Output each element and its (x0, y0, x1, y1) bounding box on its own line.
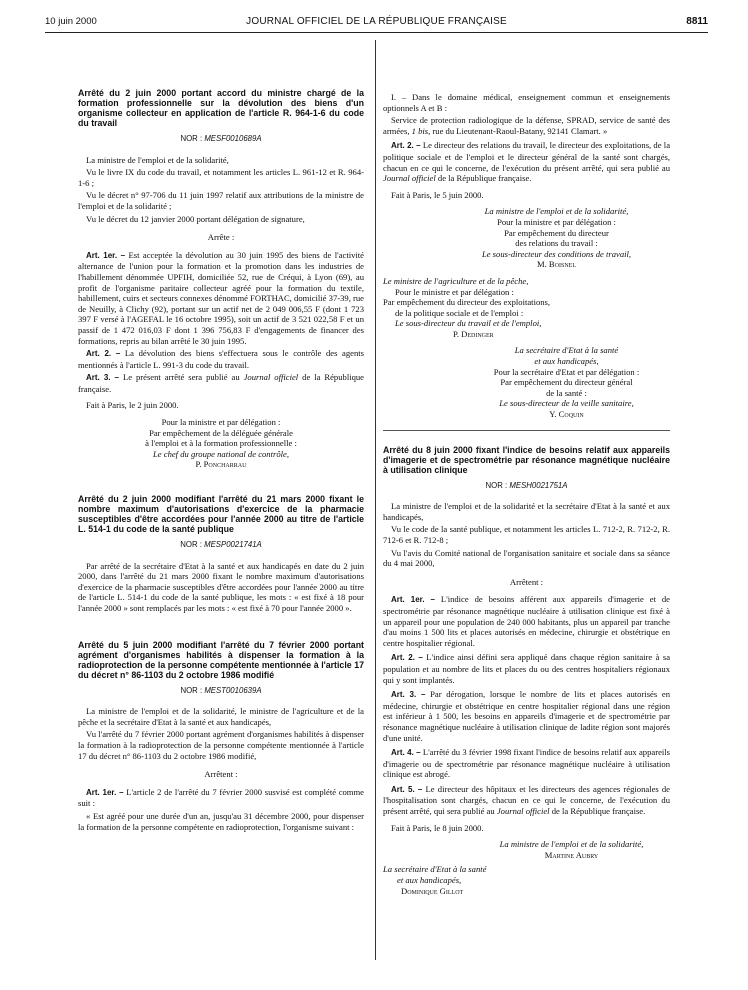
paragraph: La ministre de l'emploi et de la solidarité, le ministre de l'agriculture et de la pêche et la secrétaire d'Etat à la santé et aux handicapés, (78, 706, 364, 727)
header-journal-title: JOURNAL OFFICIEL DE LA RÉPUBLIQUE FRANÇAISE (246, 16, 507, 27)
paragraph: La ministre de l'emploi et de la solidarité, (86, 154, 229, 165)
signature-block: Pour la ministre et par délégation : Par empêchement de la déléguée générale à l'emploi et à la formation professionnelle : Le chef du groupe national de contrôle, P. Poncharrau (145, 417, 297, 470)
article-2: Art. 2. – Le directeur des relations du travail, le directeur des exploitations, de la politique sociale et de l'emploi et le directeur général de la santé sont chargés, chacun en ce qui le concerne, de l'exécution du présent arrêté, qui sera publié au Journal officiel de la République française. (383, 140, 671, 184)
signature-block-secretaire: La secrétaire d'Etat à la santé et aux handicapés, Dominique Gillot (383, 864, 487, 896)
paragraph: Vu l'arrêté du 7 février 2000 portant agrément d'organismes habilités à dispenser la formation à la radioprotection de la personne compétente mentionnée à l'article 17 du décret n° 86-1103 du 2 octobre 1986 modifié, (78, 729, 364, 761)
article-5: Art. 5. – Le directeur des hôpitaux et les directeurs des agences régionales de l'hospitalisation sont chargés, chacun en ce qui le concerne, de l'exécution du présent arrêté, qui sera publié au Journal officiel de la République française. (383, 783, 670, 817)
paragraph: Vu le décret n° 97-706 du 11 juin 1997 relatif aux attributions de la ministre de l'emploi et de la solidarité ; (78, 190, 364, 211)
decree-title: Arrêté du 2 juin 2000 modifiant l'arrêté du 21 mars 2000 fixant le nombre maximum d'autorisations d'exercice de la pharmacie susceptibles d'être accordées pour l'année 2000 au titre de l'article L. 514-1 du code de la santé publique (78, 494, 364, 535)
page-header (45, 14, 708, 30)
decree-formation-professionnelle (78, 88, 364, 470)
left-column (78, 88, 364, 834)
article-1: Art. 1er. – L'article 2 de l'arrêté du 7 février 2000 susvisé est complété comme suit : (78, 786, 364, 809)
article-1: Art. 1er. – Est acceptée la dévolution au 30 juin 1995 des biens de l'activité alternance de l'union pour la formation et la promotion dans les industries de l'habillement dénommée UPFIH, domiciliée 52, rue de Créqui, à Lyon (69), au profit de l'organisme paritaire collecteur agréé pour la formation du textile, habillement, cuirs et secteurs connexes dénommé FORTHAC, domicilié 37-39, rue de Neuilly, à Clichy (92), portant sur un actif net de 2 049 006,55 F (dont 1 723 397 F versé à l'AGEFAL le 16 octobre 1995), soit un actif de 3 521 022,58 F et un passif de 1 472 016,03 F dont 1 396 756,83 F d'engagements de financer des formations, repris au bilan arrêté le 30 juin 1995. (78, 249, 364, 346)
column-divider (375, 40, 376, 960)
signature-block-emploi: La ministre de l'emploi et de la solidarité, Pour la ministre et par délégation : Par empêchement du directeur des relations du travail : Le sous-directeur des conditions de travail, M. Boisnel (481, 206, 632, 270)
paragraph: Service de protection radiologique de la défense, SPRAD, service de santé des armées, 1 bis, rue du Lieutenant-Raoul-Batany, 92141 Clamart. » (383, 115, 670, 136)
paragraph: La ministre de l'emploi et de la solidarité et la secrétaire d'Etat à la santé et aux handicapés, (383, 501, 670, 522)
paragraph: I. – Dans le domaine médical, enseignement commun et enseignements optionnels A et B : (383, 92, 670, 113)
date-place: Fait à Paris, le 5 juin 2000. (391, 189, 484, 200)
nor-reference: NOR : MESF0010689A (180, 134, 262, 143)
date-place: Fait à Paris, le 8 juin 2000. (391, 822, 484, 833)
right-column (383, 92, 670, 896)
header-rule (45, 32, 708, 33)
header-date: 10 juin 2000 (45, 16, 97, 27)
nor-reference: NOR : MEST0010639A (180, 685, 262, 695)
decree-pharmacie (78, 494, 364, 614)
paragraph: Vu le code de la santé publique, et notamment les articles L. 712-2, R. 712-2, R. 712-6 et R. 712-8 ; (383, 524, 670, 545)
signature-block-ministre: La ministre de l'emploi et de la solidarité, Martine Aubry (499, 839, 644, 860)
article-3: Art. 3. – Le présent arrêté sera publié au Journal officiel de la République française. (78, 372, 365, 394)
article-2: Art. 2. – L'indice ainsi défini sera appliqué dans chaque région sanitaire à sa population et au nombre de lits et places du ou des centres hospitaliers régionaux qui y sont implantés. (383, 652, 671, 685)
arrete-heading: Arrêtent : (509, 576, 544, 587)
paragraph: Vu le livre IX du code du travail, et notamment les articles L. 961-12 et R. 964-1-6 ; (78, 167, 364, 188)
decree-imagerie-rmn (383, 445, 670, 897)
date-place: Fait à Paris, le 2 juin 2000. (86, 400, 179, 411)
arrete-heading: Arrête : (207, 232, 235, 243)
paragraph: Par arrêté de la secrétaire d'Etat à la santé et aux handicapés en date du 2 juin 2000, dans l'arrêté du 21 mars 2000 fixant le nombre maximum d'autorisations d'exercice de la pharmacie susceptibles d'être accordées pour l'année 2000 au titre de l'article L. 514-1 du code de la santé publique, les mots : « est fixé à 18 pour l'année 2000 » sont remplacés par les mots : « est fixé à 70 pour l'année 2000 ». (78, 560, 364, 613)
separator-rule (383, 430, 670, 431)
arrete-heading: Arrêtent : (204, 769, 238, 780)
nor-reference: NOR : MESH0021751A (485, 480, 568, 490)
paragraph: « Est agréé pour une durée d'un an, jusqu'au 31 décembre 2000, pour dispenser la formation de la personne compétente en radioprotection, l'organisme suivant : (78, 810, 364, 832)
header-page-number: 8811 (686, 16, 708, 27)
decree-radioprotection (78, 640, 364, 833)
decree-title: Arrêté du 5 juin 2000 modifiant l'arrêté du 7 février 2000 portant agrément d'organismes habilités à dispenser la formation à la radioprotection de la personne compétente mentionnée à l'article 17 du décret n° 86-1103 du 2 octobre 1986 modifié (78, 639, 364, 680)
paragraph: Vu l'avis du Comité national de l'organisation sanitaire et sociale dans sa séance du 4 mai 2000, (383, 547, 670, 569)
decree-radioprotection-continued (383, 92, 670, 420)
decree-title: Arrêté du 2 juin 2000 portant accord du ministre chargé de la formation professionnelle sur la dévolution des biens d'un organisme collecteur en application de l'article R. 964-1-6 du code du travail (78, 88, 364, 128)
article-3: Art. 3. – Par dérogation, lorsque le nombre de lits et places autorisés en médecine, chirurgie et obstétrique en centre hospitalier régional dans une région est inférieur à 1 500, les besoins en appareils d'imagerie et de spectrométrie par résonance magnétique nucléaire à utilisation clinique de ladite région sont majorés d'une unité. (383, 689, 670, 743)
signature-block-agriculture: Le ministre de l'agriculture et de la pêche, Pour le ministre et par délégation : Par empêchement du directeur des exploitations, de la politique sociale et de l'emploi : Le sous-directeur du travail et de l'emploi, P. Dedinger (383, 275, 551, 339)
signature-block-sante: La secrétaire d'Etat à la santé et aux handicapés, Pour la secrétaire d'Etat et par délégation : Par empêchement du directeur général de la santé : Le sous-directeur de la veille sanitaire, Y. Coquin (493, 345, 640, 420)
nor-reference: NOR : MESP0021741A (180, 540, 262, 550)
decree-title: Arrêté du 8 juin 2000 fixant l'indice de besoins relatif aux appareils d'imagerie et de spectrométrie par résonance magnétique nucléaire à utilisation clinique (383, 444, 670, 475)
article-4: Art. 4. – L'arrêté du 3 février 1998 fixant l'indice de besoins relatif aux appareils d'imagerie ou de spectrométrie par résonance magnétique nucléaire à utilisation clinique est abrogé. (383, 747, 670, 780)
article-2: Art. 2. – La dévolution des biens s'effectuera sous le contrôle des agents mentionnés à l'article L. 991-3 du code du travail. (78, 348, 364, 370)
article-1: Art. 1er. – L'indice de besoins afférent aux appareils d'imagerie et de spectrométrie par résonance magnétique nucléaire à utilisation clinique est fixé à un appareil pour une population de 240 000 habitants, plus un appareil par tranche d'au moins 1 500 lits et places autorisés en médecine, chirurgie et obstétrique en centre hospitalier régional. (383, 594, 670, 648)
paragraph: Vu le décret du 12 janvier 2000 portant délégation de signature, (86, 213, 305, 224)
